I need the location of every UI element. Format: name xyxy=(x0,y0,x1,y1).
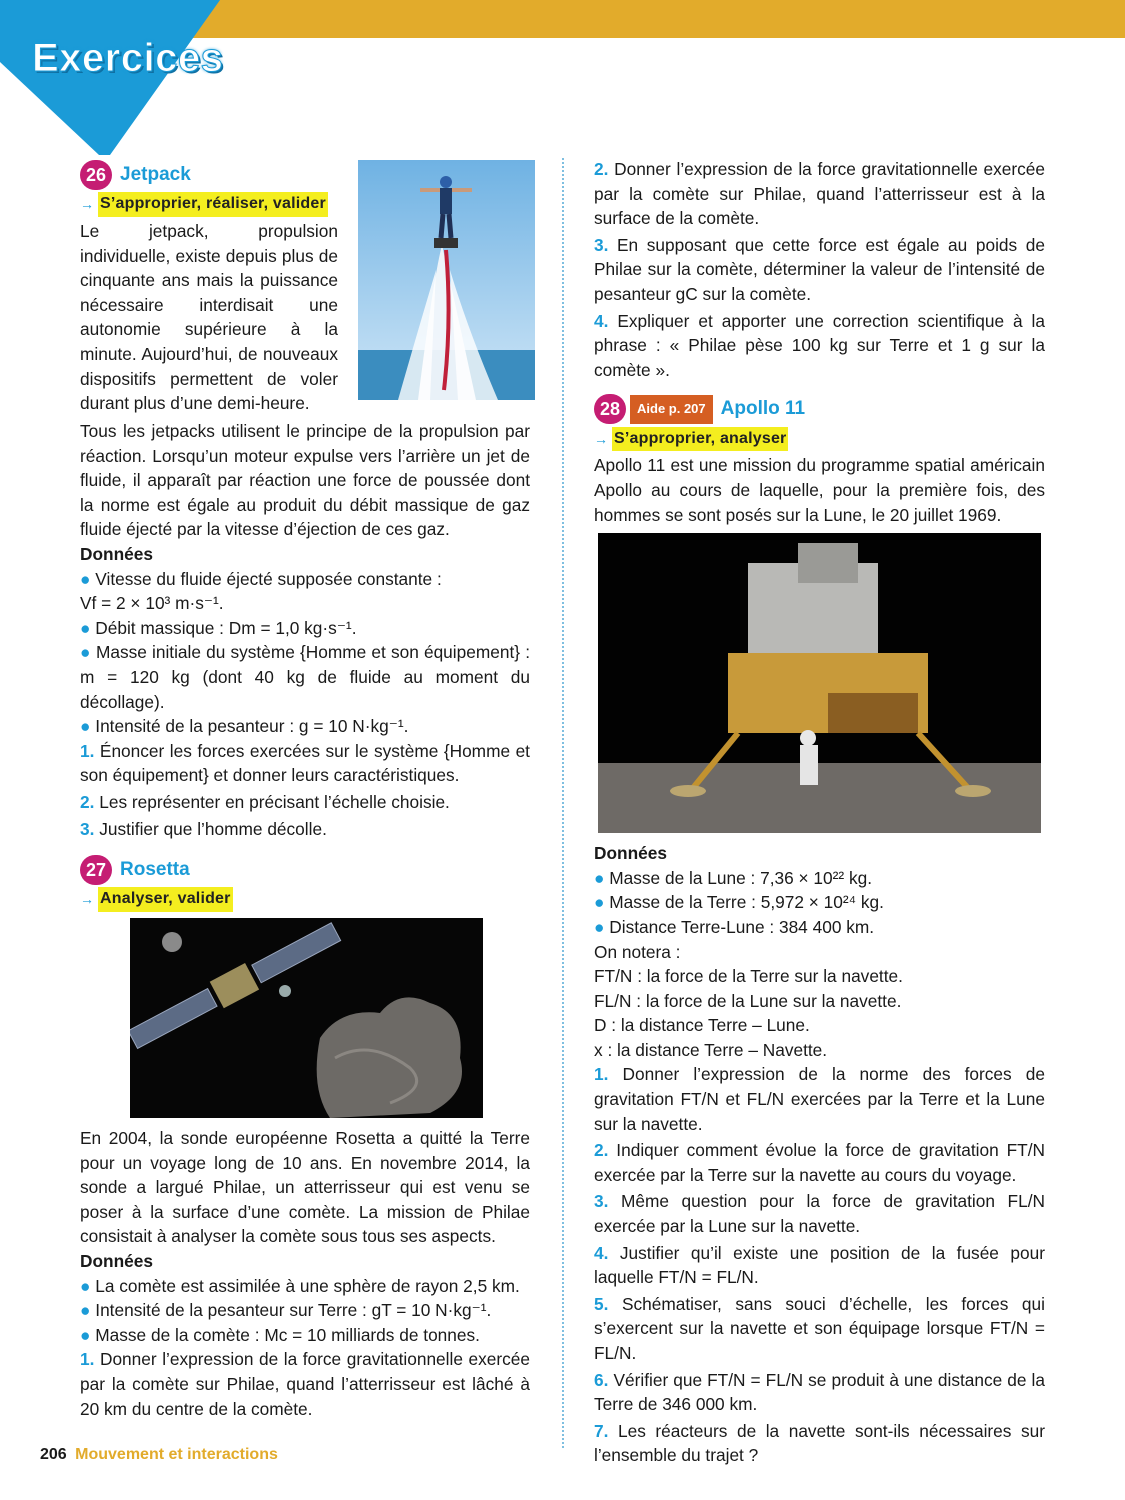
donnees-heading: Données xyxy=(80,1251,153,1272)
data-item: ● Masse de la Lune : 7,36 × 10²² kg. xyxy=(594,867,873,888)
exercise-number: 28 xyxy=(594,394,626,424)
data-item: ● La comète est assimilée à une sphère de rayon 2,5 km. xyxy=(80,1275,520,1296)
data-item: ● Distance Terre-Lune : 384 400 km. xyxy=(594,916,875,937)
exercise-27-header xyxy=(80,855,530,885)
apollo-photo xyxy=(598,533,1041,833)
data-item: ● Intensité de la pesanteur sur Terre : gT = 10 N·kg⁻¹. xyxy=(80,1300,492,1321)
data-item: ● Intensité de la pesanteur : g = 10 N·kg⁻¹. xyxy=(80,716,409,737)
section-title: Exercices xyxy=(32,36,224,80)
donnees-heading: Données xyxy=(80,543,153,564)
skill-line xyxy=(80,887,530,912)
data-item: ● Débit massique : Dm = 1,0 kg·s⁻¹. xyxy=(80,617,357,638)
question: 4. Expliquer et apporter une correction scientifique à la phrase : « Philae pèse 100 kg sur Terre et 1 g sur la comète ». xyxy=(594,310,1045,380)
data-item: ● Masse de la Terre : 5,972 × 10²⁴ kg. xyxy=(594,892,884,913)
exercise-26 xyxy=(80,160,530,841)
rosetta-illustration xyxy=(130,918,483,1118)
notation-item: D : la distance Terre – Lune. xyxy=(594,1015,810,1036)
apollo-illustration xyxy=(598,533,1041,833)
notation-item: FT/N : la force de la Terre sur la navette. xyxy=(594,966,903,987)
question: 1. Énoncer les forces exercées sur le système {Homme et son équipement} et donner leurs caractéristiques. xyxy=(80,740,530,786)
left-column xyxy=(80,160,530,1423)
jetpack-photo xyxy=(358,160,535,400)
exercise-title: Rosetta xyxy=(120,858,190,880)
question: 5. Schématiser, sans souci d’échelle, les forces qui s’exercent sur la navette et son équipage lorsque FT/N = FL/N. xyxy=(594,1293,1045,1363)
question: 6. Vérifier que FT/N = FL/N se produit à une distance de la Terre de 346 000 km. xyxy=(594,1369,1045,1415)
jetpack-illustration xyxy=(358,160,535,400)
skill-label: S’approprier, réaliser, valider xyxy=(98,192,328,217)
right-column xyxy=(594,157,1045,1470)
exercise-number: 27 xyxy=(80,855,112,885)
footer-section: Mouvement et interactions xyxy=(75,1446,278,1463)
question: 1. Donner l’expression de la norme des forces de gravitation FT/N et FL/N exercées par la Terre et la Lune sur la navette. xyxy=(594,1064,1045,1134)
arrow-icon: → xyxy=(594,430,608,447)
skill-line xyxy=(594,426,1045,451)
page-number: 206 xyxy=(40,1446,67,1463)
data-item: ● Vitesse du fluide éjecté supposée constante : xyxy=(80,568,442,589)
data-item: Vf = 2 × 10³ m·s⁻¹. xyxy=(80,593,224,614)
intro-paragraph: Le jetpack, propulsion individuelle, existe depuis plus de cinquante ans mais la puissance nécessaire interdisait une autonomie supérieure à la minute. Aujourd’hui, de nouveaux dispositifs permettent de voler durant plus d’une demi-heure. xyxy=(80,221,338,414)
arrow-icon: → xyxy=(80,891,94,908)
intro-paragraph: En 2004, la sonde européenne Rosetta a quitté la Terre pour un voyage long de 10 ans. En novembre 2014, la sonde a largué Philae, un atterrisseur qui est venu se poser à la surface d’une comète. La mission de Philae consistait à analyser la comète sous tous ses aspects. xyxy=(80,1128,530,1247)
notation-item: FL/N : la force de la Lune sur la navette. xyxy=(594,990,902,1011)
exercise-title: Jetpack xyxy=(120,163,191,185)
donnees-heading: Données xyxy=(594,843,667,864)
question: 3. En supposant que cette force est égale au poids de Philae sur la comète, déterminer la valeur de l’intensité de pesanteur gC sur la comète. xyxy=(594,234,1045,304)
question: 3. Justifier que l’homme décolle. xyxy=(80,818,327,839)
question: 1. Donner l’expression de la force gravitationnelle exercée par la comète sur Philae, quand l’atterrisseur est lâché à 20 km du centre de la comète. xyxy=(80,1349,530,1419)
skill-label: Analyser, valider xyxy=(98,887,233,912)
question: 2. Donner l’expression de la force gravitationnelle exercée par la comète sur Philae, quand l’atterrisseur est à la surface de la comète. xyxy=(594,159,1045,229)
notation-intro: On notera : xyxy=(594,941,681,962)
question: 2. Les représenter en précisant l’échelle choisie. xyxy=(80,791,450,812)
intro-paragraph-2: Tous les jetpacks utilisent le principe de la propulsion par réaction. Lorsqu’un moteur expulse vers l’arrière un jet de fluide, il apparaît par réaction une force de poussée dont la norme est égale au produit du débit massique de gaz fluide éjecté par la vitesse d’éjection de ces gaz. xyxy=(80,421,530,540)
page-footer xyxy=(40,1446,278,1464)
exercise-28-header xyxy=(594,394,1045,424)
question: 7. Les réacteurs de la navette sont-ils nécessaires sur l’ensemble du trajet ? xyxy=(594,1420,1045,1466)
intro-paragraph: Apollo 11 est une mission du programme spatial américain Apollo au cours de laquelle, pour la première fois, des hommes se sont posés sur la Lune, le 20 juillet 1969. xyxy=(594,455,1045,525)
exercise-27 xyxy=(80,855,530,1421)
column-divider xyxy=(562,158,564,1448)
notation-item: x : la distance Terre – Navette. xyxy=(594,1039,828,1060)
data-item: ● Masse de la comète : Mc = 10 milliards de tonnes. xyxy=(80,1324,480,1345)
question: 2. Indiquer comment évolue la force de gravitation FT/N exercée par la Terre sur la navette au cours du voyage. xyxy=(594,1140,1045,1185)
exercise-number: 26 xyxy=(80,160,112,190)
aide-badge[interactable]: Aide p. 207 xyxy=(630,395,713,424)
question: 4. Justifier qu’il existe une position de la fusée pour laquelle FT/N = FL/N. xyxy=(594,1242,1045,1288)
rosetta-photo xyxy=(130,918,483,1118)
data-item: ● Masse initiale du système {Homme et son équipement} : m = 120 kg (dont 40 kg de fluide au moment du décollage). xyxy=(80,642,530,712)
exercise-title: Apollo 11 xyxy=(720,398,806,420)
question: 3. Même question pour la force de gravitation FL/N exercée par la Lune sur la navette. xyxy=(594,1191,1045,1237)
skill-label: S’approprier, analyser xyxy=(612,427,788,452)
arrow-icon: → xyxy=(80,196,94,213)
exercise-28 xyxy=(594,394,1045,1468)
